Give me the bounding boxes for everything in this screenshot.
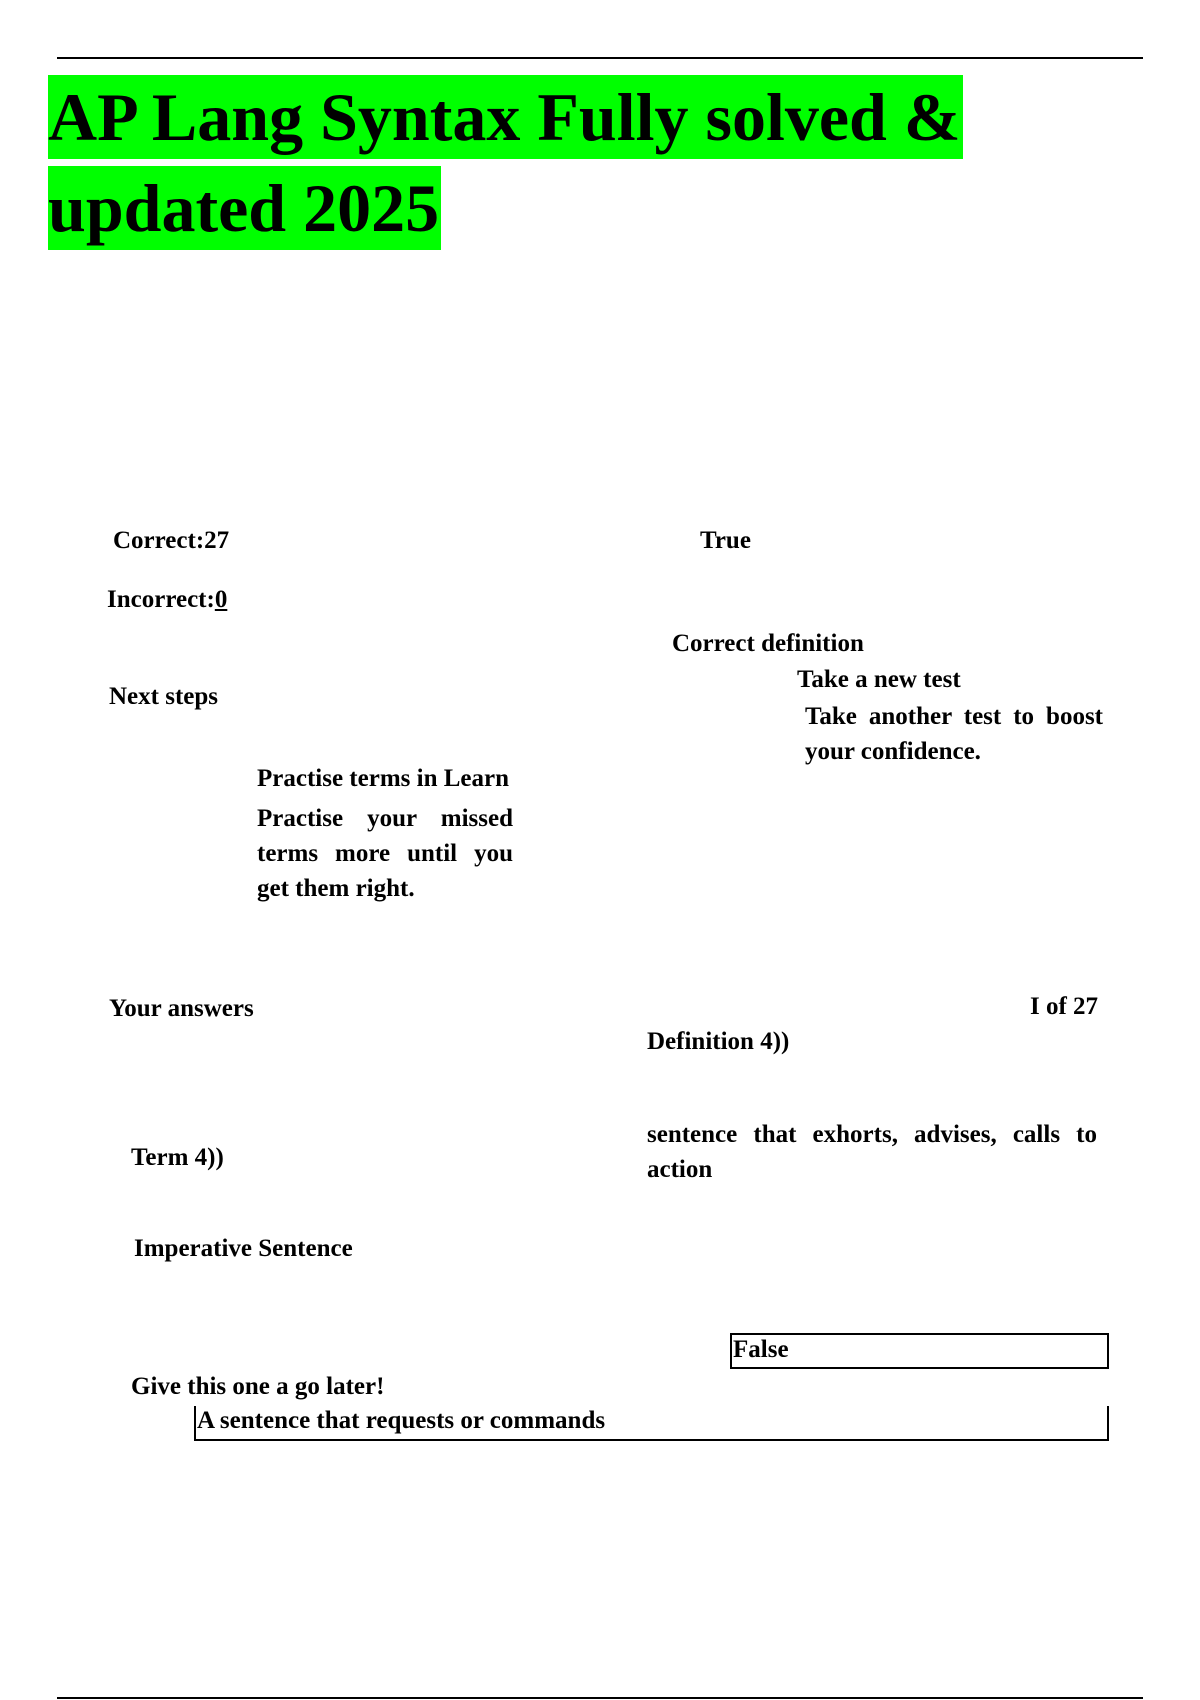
definition-label: Definition 4)) — [647, 1028, 790, 1055]
try-later-label: Give this one a go later! — [131, 1373, 385, 1400]
learn-title[interactable]: Practise terms in Learn — [257, 765, 510, 792]
correct-count — [113, 524, 229, 558]
correct-value: 27 — [204, 527, 230, 554]
correct-label: Correct: — [113, 527, 205, 554]
term-text: Imperative Sentence — [134, 1235, 353, 1262]
definition-text: sentence that exhorts, advises, calls to action — [647, 1121, 1097, 1183]
learn-description: Practise your missed terms more until you get them right. — [257, 805, 513, 902]
new-test-description: Take another test to boost your confidence. — [805, 703, 1103, 765]
title-line-2: updated 2025 — [48, 166, 441, 250]
next-steps-heading: Next steps — [109, 683, 219, 710]
correct-answer-box[interactable]: A sentence that requests or commands — [194, 1406, 1109, 1441]
incorrect-count — [107, 583, 227, 617]
your-answers-heading: Your answers — [109, 995, 254, 1022]
title-line-1: AP Lang Syntax Fully solved & — [48, 75, 963, 159]
bottom-rule — [57, 1697, 1143, 1699]
incorrect-value: 0 — [214, 586, 228, 613]
true-label: True — [700, 527, 751, 554]
question-counter: I of 27 — [1030, 993, 1099, 1020]
term-label: Term 4)) — [131, 1144, 224, 1171]
incorrect-label: Incorrect: — [107, 586, 215, 613]
top-rule — [57, 57, 1143, 59]
new-test-title[interactable]: Take a new test — [797, 666, 961, 693]
false-option[interactable]: False — [730, 1333, 1109, 1369]
page-title — [48, 72, 963, 254]
correct-definition-label: Correct definition — [672, 630, 864, 657]
